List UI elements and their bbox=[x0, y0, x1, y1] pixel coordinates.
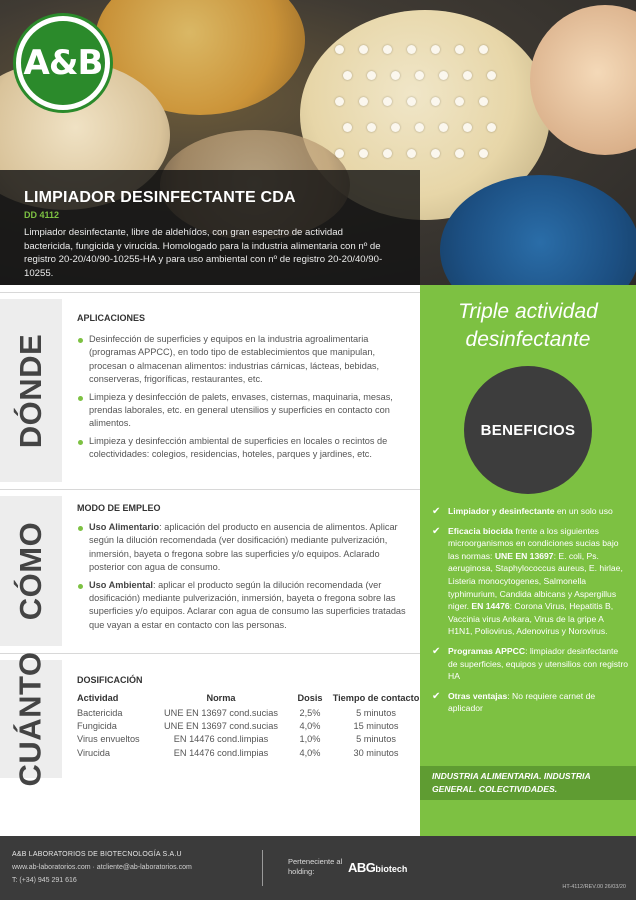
modo-empleo-heading: MODO DE EMPLEO bbox=[77, 503, 161, 513]
colony-dot bbox=[479, 97, 488, 106]
list-item bbox=[77, 521, 407, 575]
colony-dot bbox=[415, 71, 424, 80]
check-icon: ✔ bbox=[432, 506, 441, 517]
colony-dot bbox=[367, 123, 376, 132]
benefit-bold: Limpiador y desinfectante bbox=[448, 506, 555, 516]
column-header: Dosis bbox=[297, 693, 323, 703]
table-row bbox=[77, 746, 422, 759]
colony-dot bbox=[343, 71, 352, 80]
holding-label: Perteneciente al holding: bbox=[288, 857, 343, 876]
divider bbox=[0, 292, 420, 293]
abg-biotech-logo bbox=[348, 860, 407, 875]
colony-dot bbox=[335, 97, 344, 106]
contact-web: www.ab-laboratorios.com · atcliente@ab-laboratorios.com bbox=[12, 864, 192, 871]
table-cell: Bactericida bbox=[77, 707, 123, 718]
table-cell: EN 14476 cond.limpias bbox=[173, 734, 269, 745]
benefit-text: : No requiere carnet de aplicador bbox=[448, 690, 596, 714]
logo-text: A&B bbox=[23, 43, 103, 83]
colony-dot bbox=[407, 149, 416, 158]
benefit-text: : limpiador desinfectante de superficies, equipos y utensilios con registro HA bbox=[448, 645, 629, 682]
colony-dot bbox=[431, 149, 440, 158]
table-cell: 5 minutos bbox=[356, 734, 396, 745]
product-description: Limpiador desinfectante, libre de aldehídos, con gran espectro de actividad bactericida, fungicida y virucida. Homologado para la industria alimentaria con nº de registro 20-20/40/90-10255-HA y para uso ambiental con nº de registro 20-20/40/90-10255. bbox=[24, 227, 383, 279]
divider bbox=[0, 653, 420, 654]
colony-dot bbox=[335, 149, 344, 158]
table-cell: EN 14476 cond.limpias bbox=[173, 747, 269, 758]
benefit-item bbox=[430, 690, 630, 715]
tagline bbox=[420, 298, 636, 354]
dosage-table bbox=[77, 693, 422, 760]
benefit-bold: Programas APPCC bbox=[448, 645, 526, 656]
list-item-text: : aplicación del producto en ausencia de alimentos. Aplicar según la dilución recomendada (ver dosificación) mediante pulverización, inmersión, bayeta o fregona sobre las superficies y/o equipos. Aclarado posterior con agua de consumo. bbox=[89, 522, 398, 573]
benefit-item bbox=[430, 505, 630, 518]
colony-dot bbox=[487, 71, 496, 80]
check-icon: ✔ bbox=[432, 525, 441, 537]
document-reference: HT-4112/REV.00 26/03/20 bbox=[562, 884, 626, 890]
colony-dot bbox=[383, 149, 392, 158]
benefit-text: : E. coli, Ps. aeruginosa, Staphylococcus aureus, E. hirlae, Listeria monocytogenes, Salmonella typhimurium, Candida albicans y Aspergillus niger. bbox=[448, 550, 623, 612]
table-cell: UNE EN 13697 cond.sucias bbox=[164, 707, 278, 718]
colony-dot bbox=[359, 97, 368, 106]
benefits-list bbox=[430, 505, 630, 722]
colony-dot bbox=[463, 123, 472, 132]
table-cell: 15 minutos bbox=[353, 720, 399, 731]
colony-dot bbox=[383, 45, 392, 54]
colony-dot bbox=[415, 123, 424, 132]
benefit-bold: EN 14476 bbox=[471, 601, 510, 612]
company-name: A&B LABORATORIOS DE BIOTECNOLOGÍA S.A.U bbox=[12, 851, 182, 858]
beneficios-badge bbox=[464, 366, 592, 494]
divider bbox=[0, 489, 420, 490]
table-cell: Virus envueltos bbox=[77, 734, 140, 745]
aplicaciones-list bbox=[77, 333, 407, 466]
list-item bbox=[77, 579, 407, 633]
colony-dot bbox=[455, 149, 464, 158]
colony-dot bbox=[431, 97, 440, 106]
table-cell: Fungicida bbox=[77, 720, 117, 731]
colony-dot bbox=[335, 45, 344, 54]
side-label-text: CUÁNTO bbox=[13, 651, 49, 787]
table-cell: 1,0% bbox=[299, 734, 321, 745]
table-cell: 4,0% bbox=[299, 720, 321, 731]
colony-dot bbox=[479, 45, 488, 54]
colony-dot bbox=[391, 71, 400, 80]
sectors-text: INDUSTRIA ALIMENTARIA. INDUSTRIA GENERAL. COLECTIVIDADES. bbox=[432, 771, 591, 794]
column-header: Norma bbox=[206, 693, 236, 703]
colony-dot bbox=[431, 45, 440, 54]
side-label-text: DÓNDE bbox=[13, 333, 49, 448]
colony-dot bbox=[383, 97, 392, 106]
side-label-cuanto bbox=[0, 651, 62, 787]
modo-empleo-list bbox=[77, 521, 407, 636]
column-header: Tiempo de contacto bbox=[332, 693, 420, 703]
colony-dot bbox=[439, 123, 448, 132]
side-label-como bbox=[0, 496, 62, 646]
benefit-bold: Otras ventajas bbox=[448, 690, 508, 701]
contact-phone: T: (+34) 945 291 616 bbox=[12, 877, 77, 884]
table-row bbox=[77, 706, 422, 719]
benefit-text: en un solo uso bbox=[554, 506, 613, 516]
colony-dot bbox=[407, 97, 416, 106]
list-item-text: : aplicar el producto según la dilución recomendada (ver dosificación) mediante pulverización, inmersión, bayeta o fregona sobre las superficies y/o equipos. Aclarar con agua de consumo las superficies tratadas que vayan a estar en contacto con las personas. bbox=[89, 579, 406, 630]
list-item-bold: Uso Alimentario bbox=[89, 522, 160, 532]
abg-logo-sub: biotech bbox=[375, 864, 408, 874]
product-code: DD 4112 bbox=[24, 210, 60, 220]
tagline-line: desinfectante bbox=[465, 328, 591, 351]
colony-dot bbox=[455, 45, 464, 54]
table-cell: 30 minutos bbox=[353, 747, 399, 758]
colony-dot bbox=[359, 45, 368, 54]
list-item: Limpieza y desinfección de palets, envases, cisternas, maquinaria, mesas, prendas laborales, etc. en general utensilios y superficies en contacto con alimentos. bbox=[77, 391, 407, 431]
side-label-donde bbox=[0, 299, 62, 482]
table-cell: 4,0% bbox=[299, 747, 321, 758]
side-label-text: CÓMO bbox=[13, 521, 48, 621]
colony-dot bbox=[487, 123, 496, 132]
table-cell: UNE EN 13697 cond.sucias bbox=[164, 720, 278, 731]
list-item: Limpieza y desinfección ambiental de superficies en locales o recintos de colectividades: colegios, residencias, hoteles, parques y jardines, etc. bbox=[77, 435, 407, 462]
footer-divider bbox=[262, 850, 263, 886]
colony-dot bbox=[455, 97, 464, 106]
benefit-bold: Eficacia biocida bbox=[448, 525, 513, 536]
colony-dot bbox=[463, 71, 472, 80]
abg-logo-main: ABG bbox=[348, 860, 376, 875]
table-header-row bbox=[77, 693, 422, 706]
table-row bbox=[77, 733, 422, 746]
colony-dot bbox=[407, 45, 416, 54]
table-cell: Virucida bbox=[77, 747, 111, 758]
benefit-text: frente a los siguientes microorganismos en condiciones sucias bajo las normas: bbox=[448, 525, 619, 561]
colony-dot bbox=[359, 149, 368, 158]
column-header: Actividad bbox=[77, 693, 119, 703]
colony-dot bbox=[343, 123, 352, 132]
check-icon: ✔ bbox=[432, 645, 441, 657]
aplicaciones-heading: APLICACIONES bbox=[77, 313, 146, 323]
benefit-bold: UNE EN 13697 bbox=[494, 550, 554, 561]
table-cell: 2,5% bbox=[299, 707, 321, 718]
colony-dot bbox=[391, 123, 400, 132]
benefit-text: : Corona Virus, Hepatitis B, Vaccinia virus Ankara, Virus de la gripe A H1N1, Poliovirus, Adenovirus y Norovirus. bbox=[448, 601, 614, 637]
dosificacion-heading: DOSIFICACIÓN bbox=[77, 675, 143, 685]
ab-logo bbox=[16, 16, 110, 110]
colony-dot bbox=[439, 71, 448, 80]
tagline-line: Triple actividad bbox=[458, 300, 598, 323]
benefit-item bbox=[430, 645, 630, 683]
list-item-bold: Uso Ambiental bbox=[89, 579, 153, 590]
product-title: LIMPIADOR DESINFECTANTE CDA bbox=[24, 189, 296, 206]
table-row bbox=[77, 719, 422, 732]
beneficios-label: BENEFICIOS bbox=[480, 421, 576, 439]
list-item: Desinfección de superficies y equipos en la industria agroalimentaria (programas APPCC), en todo tipo de establecimientos que manipulan, procesan o almacenan alimentos: industrias cárnicas, lácteas, bebidas, conserveras, frigoríficas, restaurantes, etc. bbox=[77, 333, 407, 387]
benefit-item bbox=[430, 525, 630, 638]
colony-dot bbox=[367, 71, 376, 80]
table-cell: 5 minutos bbox=[356, 707, 396, 718]
colony-dot bbox=[479, 149, 488, 158]
check-icon: ✔ bbox=[432, 690, 441, 702]
